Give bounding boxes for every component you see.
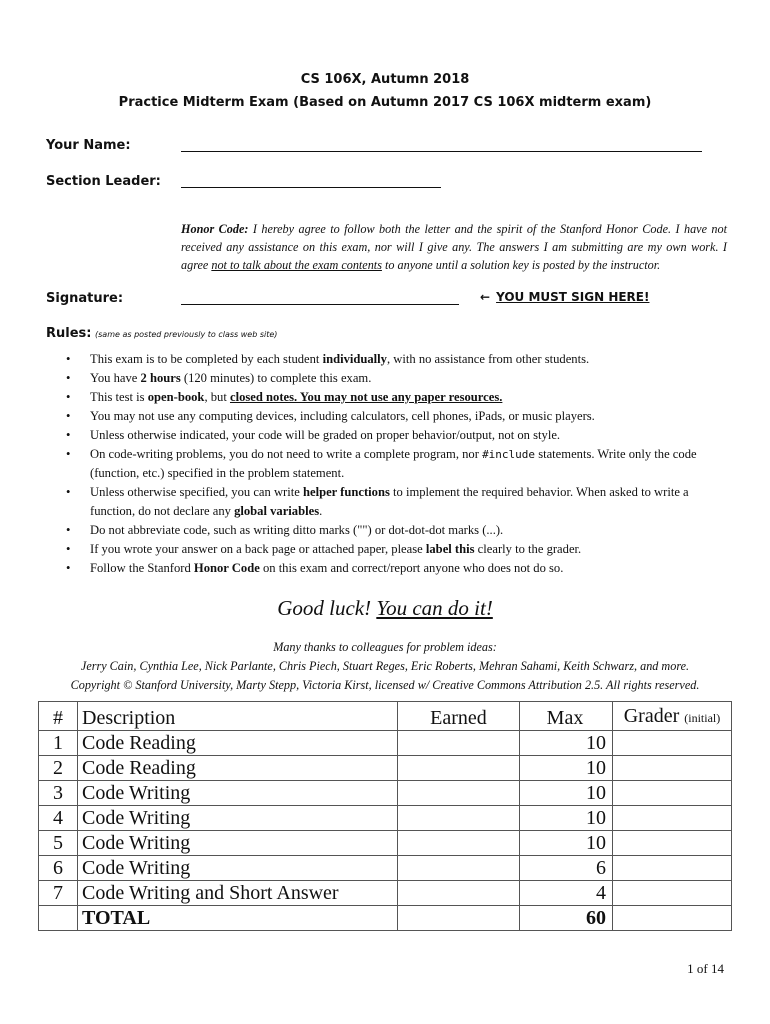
list-item bbox=[64, 445, 724, 483]
grader-cell[interactable] bbox=[613, 781, 732, 806]
score-table bbox=[38, 701, 732, 931]
grader-cell[interactable] bbox=[613, 756, 732, 781]
rule-text: Unless otherwise specified, you can write bbox=[90, 485, 303, 499]
bullet-icon: • bbox=[66, 447, 71, 461]
rule-text: You have bbox=[90, 371, 141, 385]
rule-text: . bbox=[319, 504, 323, 518]
problem-description: Code Writing bbox=[78, 781, 398, 806]
max-points: 4 bbox=[520, 881, 613, 906]
rule-text: If you wrote your answer on a back page or attached paper, please bbox=[90, 542, 426, 556]
rule-text: This test is bbox=[90, 390, 148, 404]
max-points: 10 bbox=[520, 781, 613, 806]
list-item bbox=[64, 483, 724, 521]
rule-emphasis: 2 hours bbox=[140, 371, 181, 385]
rule-text: On code-writing problems, you do not need to write a complete program, nor bbox=[90, 447, 483, 461]
name-label: Your Name: bbox=[46, 138, 131, 153]
grader-cell[interactable] bbox=[613, 831, 732, 856]
signature-line[interactable] bbox=[181, 304, 459, 305]
bullet-icon: • bbox=[66, 542, 71, 556]
header-number: # bbox=[39, 702, 78, 731]
header-max: Max bbox=[520, 702, 613, 731]
honor-code-statement bbox=[181, 220, 727, 274]
bullet-icon: • bbox=[66, 371, 71, 385]
header-grader-note: (initial) bbox=[684, 711, 721, 725]
table-row bbox=[39, 831, 732, 856]
max-points: 10 bbox=[520, 831, 613, 856]
good-luck-message bbox=[0, 596, 770, 621]
problem-number: 6 bbox=[39, 856, 78, 881]
rule-emphasis: helper functions bbox=[302, 485, 390, 499]
rule-text: Follow the Stanford bbox=[90, 561, 194, 575]
problem-description: Code Reading bbox=[78, 756, 398, 781]
earned-cell[interactable] bbox=[398, 731, 520, 756]
rules-label: Rules: bbox=[46, 326, 92, 341]
problem-description: Code Writing bbox=[78, 806, 398, 831]
earned-cell[interactable] bbox=[398, 881, 520, 906]
table-row bbox=[39, 731, 732, 756]
max-points: 10 bbox=[520, 806, 613, 831]
bullet-icon: • bbox=[66, 561, 71, 575]
honor-code-label: Honor Code: bbox=[181, 222, 249, 236]
earned-cell[interactable] bbox=[398, 806, 520, 831]
total-max-points: 60 bbox=[520, 906, 613, 931]
bullet-icon: • bbox=[66, 523, 71, 537]
rule-text: to implement the required behavior. When asked to write a function, do not declare any bbox=[90, 485, 689, 518]
must-sign-note bbox=[480, 290, 649, 304]
earned-cell[interactable] bbox=[398, 831, 520, 856]
rule-emphasis: Honor Code bbox=[193, 561, 260, 575]
rule-text: on this exam and correct/report anyone who does not do so. bbox=[259, 561, 564, 575]
grader-cell[interactable] bbox=[613, 731, 732, 756]
list-item bbox=[64, 540, 724, 559]
rule-text: , with no assistance from other students. bbox=[386, 352, 590, 366]
table-row bbox=[39, 756, 732, 781]
bullet-icon: • bbox=[66, 390, 71, 404]
rule-text: statements. Write only the code (function, etc.) specified in the problem statement. bbox=[90, 447, 697, 480]
rule-emphasis: label this bbox=[425, 542, 475, 556]
thanks-heading: Many thanks to colleagues for problem ideas: bbox=[273, 640, 497, 654]
total-earned-cell[interactable] bbox=[398, 906, 520, 931]
rule-emphasis-underlined: closed notes. You may not use any paper resources. bbox=[229, 390, 503, 404]
table-row bbox=[39, 806, 732, 831]
bullet-icon: • bbox=[66, 428, 71, 442]
exam-subtitle: Practice Midterm Exam (Based on Autumn 2017 CS 106X midterm exam) bbox=[118, 95, 652, 110]
rule-text: Do not abbreviate code, such as writing ditto marks ("") or dot-dot-dot marks (...). bbox=[90, 523, 504, 537]
problem-number: 3 bbox=[39, 781, 78, 806]
grader-cell[interactable] bbox=[613, 806, 732, 831]
list-item bbox=[64, 350, 724, 369]
good-luck-text: Good luck! bbox=[277, 596, 372, 620]
problem-number: 5 bbox=[39, 831, 78, 856]
rule-code: #include bbox=[482, 448, 536, 461]
table-total-row bbox=[39, 906, 732, 931]
list-item bbox=[64, 407, 724, 426]
rule-text: This exam is to be completed by each student bbox=[90, 352, 323, 366]
grader-cell[interactable] bbox=[613, 856, 732, 881]
exam-title: CS 106X, Autumn 2018 bbox=[300, 72, 470, 87]
total-grader-cell[interactable] bbox=[613, 906, 732, 931]
copyright-notice: Copyright © Stanford University, Marty Stepp, Victoria Kirst, licensed w/ Creative Commons Attribution 2.5. All rights reserved. bbox=[70, 678, 700, 692]
table-row bbox=[39, 881, 732, 906]
you-can-do-it-text: You can do it! bbox=[376, 596, 493, 620]
rule-text: Unless otherwise indicated, your code will be graded on proper behavior/output, not on style. bbox=[90, 428, 561, 442]
problem-number: 4 bbox=[39, 806, 78, 831]
bullet-icon: • bbox=[66, 352, 71, 366]
signature-label: Signature: bbox=[46, 291, 124, 306]
honor-code-text-2: to anyone until a solution key is posted by the instructor. bbox=[381, 258, 661, 272]
table-row bbox=[39, 781, 732, 806]
rules-note: (same as posted previously to class web site) bbox=[95, 330, 278, 339]
honor-code-underlined: not to talk about the exam contents bbox=[211, 258, 382, 272]
list-item bbox=[64, 521, 724, 540]
list-item bbox=[64, 559, 724, 578]
problem-description: Code Writing bbox=[78, 856, 398, 881]
problem-description: Code Writing bbox=[78, 831, 398, 856]
must-sign-text: YOU MUST SIGN HERE! bbox=[496, 290, 650, 304]
earned-cell[interactable] bbox=[398, 756, 520, 781]
earned-cell[interactable] bbox=[398, 856, 520, 881]
bullet-icon: • bbox=[66, 409, 71, 423]
problem-description: Code Reading bbox=[78, 731, 398, 756]
rule-text: clearly to the grader. bbox=[474, 542, 582, 556]
list-item bbox=[64, 388, 724, 407]
earned-cell[interactable] bbox=[398, 781, 520, 806]
thanks-names: Jerry Cain, Cynthia Lee, Nick Parlante, Chris Piech, Stuart Reges, Eric Roberts, Mehran Sahami, Keith Schwarz, and more. bbox=[80, 659, 690, 673]
problem-number: 1 bbox=[39, 731, 78, 756]
max-points: 10 bbox=[520, 731, 613, 756]
rule-text: (120 minutes) to complete this exam. bbox=[180, 371, 372, 385]
header-grader-label: Grader bbox=[623, 705, 680, 727]
left-arrow-icon: ← bbox=[480, 290, 491, 304]
rule-text: , but bbox=[204, 390, 230, 404]
problem-number: 2 bbox=[39, 756, 78, 781]
rule-emphasis: open-book bbox=[147, 390, 205, 404]
table-header-row bbox=[39, 702, 732, 731]
section-leader-line[interactable] bbox=[181, 187, 441, 188]
problem-description: Code Writing and Short Answer bbox=[78, 881, 398, 906]
total-number-cell bbox=[39, 906, 78, 931]
rule-text: You may not use any computing devices, including calculators, cell phones, iPads, or music players. bbox=[90, 409, 595, 423]
max-points: 6 bbox=[520, 856, 613, 881]
total-label: TOTAL bbox=[78, 906, 398, 931]
list-item bbox=[64, 426, 724, 445]
name-line[interactable] bbox=[181, 151, 702, 152]
max-points: 10 bbox=[520, 756, 613, 781]
problem-number: 7 bbox=[39, 881, 78, 906]
header-grader bbox=[613, 702, 732, 731]
rule-emphasis: global variables bbox=[234, 504, 320, 518]
section-leader-label: Section Leader: bbox=[46, 174, 161, 189]
header-description: Description bbox=[78, 702, 398, 731]
list-item bbox=[64, 369, 724, 388]
page-number: 1 of 14 bbox=[687, 961, 724, 976]
grader-cell[interactable] bbox=[613, 881, 732, 906]
bullet-icon: • bbox=[66, 485, 71, 499]
table-row bbox=[39, 856, 732, 881]
header-earned: Earned bbox=[398, 702, 520, 731]
rule-emphasis: individually bbox=[322, 352, 387, 366]
rules-list bbox=[64, 350, 724, 578]
honor-code-text-1: I hereby agree to follow both the letter and the spirit of the Stanford Honor Code. I have not received any assistance on this exam, nor will I give any. The answers I am submitting are my own work. I agree bbox=[181, 222, 727, 272]
